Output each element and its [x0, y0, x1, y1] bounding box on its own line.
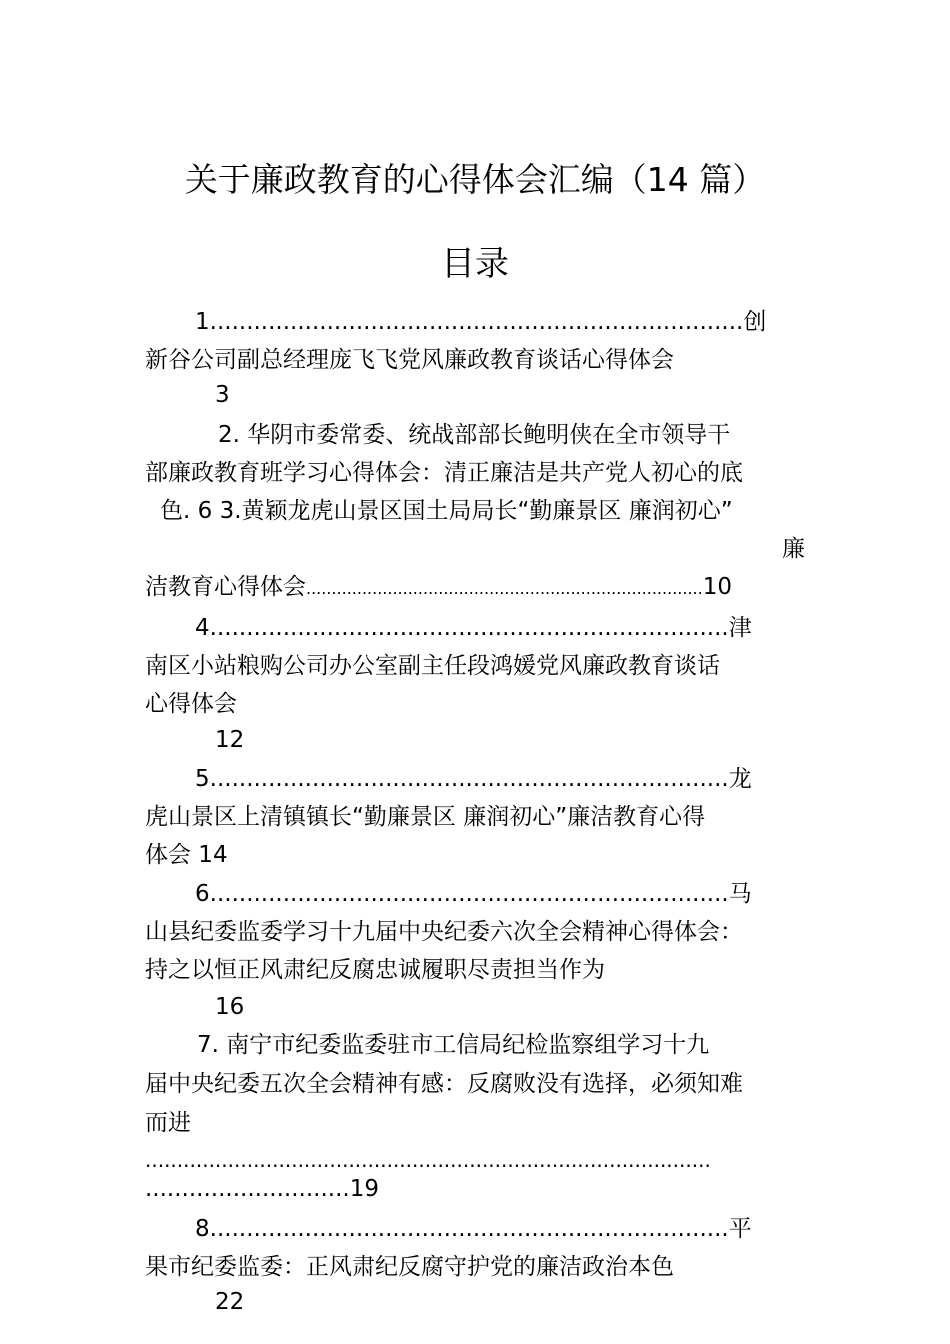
toc-line: 2. 华阴市委常委、统战部部长鲍明侠在全市领导干: [218, 422, 731, 448]
document-title: 关于廉政教育的心得体会汇编（14 篇）: [184, 160, 766, 199]
toc-line: 南区小站粮购公司办公室副主任段鸿媛党风廉政教育谈话: [145, 653, 720, 679]
toc-line: ............................19: [145, 1176, 379, 1202]
toc-leader: .........................................................................................: [145, 1148, 711, 1172]
toc-line: 廉: [782, 536, 805, 562]
toc-line: [145, 570, 732, 606]
toc-line: 而进: [145, 1110, 191, 1136]
toc-line: 4.......................................................................津: [195, 615, 752, 641]
toc-page-number: 16: [215, 994, 245, 1020]
toc-line: 体会 14: [145, 842, 228, 868]
toc-line: 部廉政教育班学习心得体会：清正廉洁是共产党人初心的底: [145, 460, 743, 486]
toc-page-number: 12: [215, 727, 245, 753]
toc-line: 5.......................................................................龙: [195, 766, 752, 792]
toc-page-number: 22: [215, 1289, 245, 1315]
toc-line: 届中央纪委五次全会精神有感：反腐败没有选择，必须知难: [145, 1071, 743, 1097]
toc-line: 虎山景区上清镇镇长“勤廉景区 廉润初心”廉洁教育心得: [145, 804, 706, 830]
toc-entry-text: 洁教育心得体会: [145, 574, 306, 600]
toc-line: 持之以恒正风肃纪反腐忠诚履职尽责担当作为: [145, 957, 605, 983]
toc-line: 8.......................................................................平: [195, 1216, 752, 1242]
toc-line: 果市纪委监委：正风肃纪反腐守护党的廉洁政治本色: [145, 1254, 674, 1280]
toc-line: 色. 6 3.黄颖龙虎山景区国土局局长“勤廉景区 廉润初心”: [160, 498, 733, 524]
toc-leader: ..............................................................................: [306, 579, 703, 598]
toc-line: 心得体会: [145, 691, 237, 717]
toc-page-number: 3: [215, 382, 230, 408]
toc-line: 山县纪委监委学习十九届中央纪委六次全会精神心得体会：: [145, 919, 743, 945]
toc-line: 7. 南宁市纪委监委驻市工信局纪检监察组学习十九: [197, 1032, 710, 1058]
toc-heading: 目录: [441, 244, 509, 284]
toc-line: 6.......................................................................马: [195, 881, 752, 907]
toc-line: 1.........................................................................创: [195, 309, 767, 335]
toc-line: 新谷公司副总经理庞飞飞党风廉政教育谈话心得体会: [145, 347, 674, 373]
toc-page-number: 10: [702, 574, 732, 600]
